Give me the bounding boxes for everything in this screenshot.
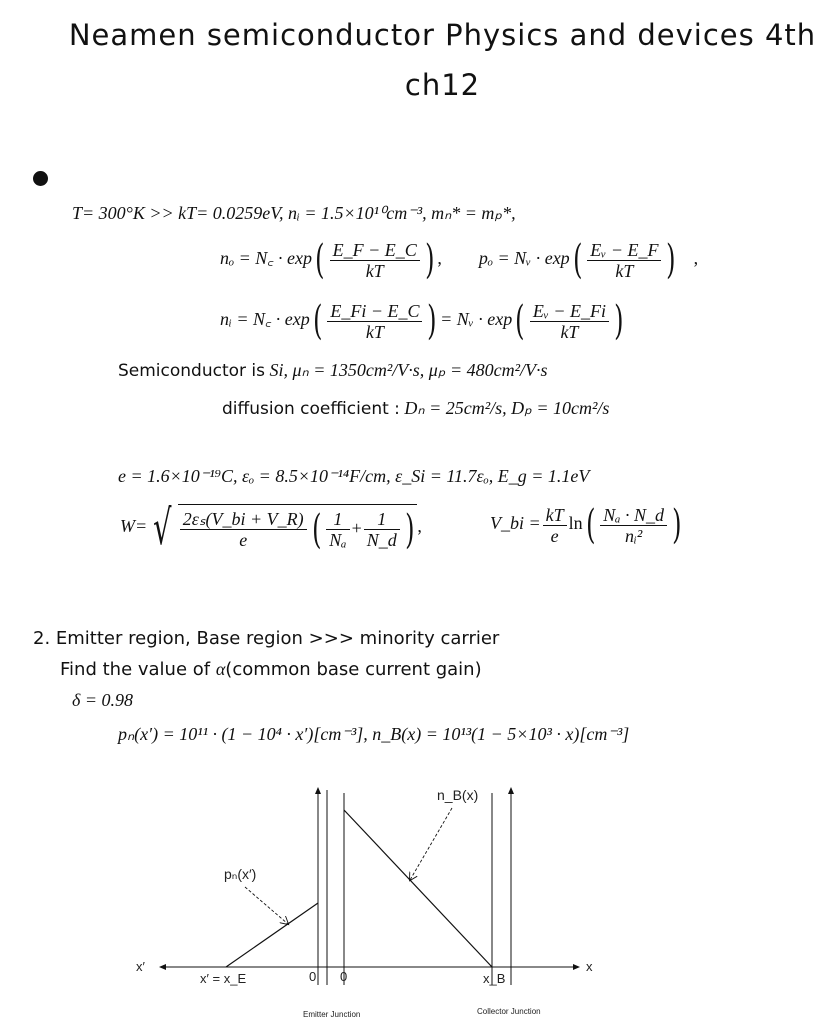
W-denominator: e (239, 530, 248, 550)
ni-denominator-1: kT (365, 321, 384, 342)
problem-heading: 2. Emitter region, Base region >>> minority carrier (33, 628, 500, 649)
semiconductor-math: Si, μₙ = 1350cm²/V·s, μₚ = 480cm²/V·s (269, 360, 548, 380)
bullet-point (33, 171, 48, 186)
po-numerator: Eᵥ − E_F (587, 240, 661, 261)
question-alpha: α (215, 659, 226, 679)
tick-zero-right: 0 (340, 969, 348, 984)
diffusion-line (222, 398, 609, 419)
equation-no-po: nₒ = N꜀ · exp( $\frac{E\_F - E\_C}{kT}$ ) , pₒ = Nᵥ · exp( $\frac{\text{Eᵥ − E\_F}}{kT}$ ) , (220, 237, 699, 283)
nB-profile-line (344, 810, 492, 967)
question-pre: Find the value of (60, 659, 211, 680)
po-fraction (587, 240, 661, 281)
label-pn: pₙ(x′) (224, 866, 257, 882)
tick-zero-left: 0 (309, 969, 317, 984)
ni-denominator-2: kT (560, 321, 579, 342)
Vbi-denominator-2: nᵢ² (625, 525, 643, 546)
po-label: pₒ = Nᵥ · exp (478, 248, 570, 269)
pn-pointer (245, 887, 288, 924)
ni-fraction-1 (327, 301, 422, 342)
no-denominator: kT (365, 260, 384, 281)
ni-label: nᵢ = N꜀ · exp (220, 309, 310, 330)
no-fraction (330, 240, 420, 281)
pn-profile-line (226, 903, 318, 967)
minority-carrier-diagram (0, 770, 830, 1024)
Vbi-numerator: kT (543, 505, 567, 526)
no-numerator: E_F − E_C (330, 240, 420, 261)
delta-value: δ = 0.98 (72, 690, 134, 710)
diffusion-text: diffusion coefficient : (222, 399, 400, 419)
W-numerator: 2εₛ(V_bi + V_R) (180, 509, 307, 530)
W-one-d: 1 (364, 509, 400, 530)
W-Nd: N_d (366, 530, 397, 550)
Vbi-numerator-2: Nₐ · N_d (600, 505, 667, 526)
collector-junction-label: Collector Junction (477, 1007, 541, 1016)
emitter-junction-label: Emitter Junction (303, 1010, 361, 1019)
Vbi-label: V_bi = (490, 513, 541, 534)
page-title-line1: Neamen semiconductor Physics and devices 4th (68, 18, 817, 52)
ni-numerator-2: Eᵥ − E_Fi (530, 301, 609, 322)
W-radicand: $\frac{\text{2εₛ(V\_bi + V\_R)}}{e}$ ( $\frac{1}{\text{Nₐ}}$ + $\frac{1}{N\_d}$ ) (178, 504, 418, 553)
po-denominator: kT (615, 260, 634, 281)
axis-label-x-prime: x′ (136, 959, 145, 974)
depletion-width-formula: W= √ $\frac{\text{2εₛ(V\_bi + V\_R)}}{e}$ ( $\frac{1}{\text{Nₐ}}$ + $\frac{1}{N\_d}$ ) , (120, 500, 422, 556)
ni-middle: = Nᵥ · exp (440, 309, 513, 330)
W-inv-Nd (364, 509, 400, 550)
page-title-line2: ch12 (404, 68, 481, 102)
Vbi-denominator: e (550, 525, 559, 546)
Vbi-ln: ln (568, 513, 583, 534)
question-post: (common base current gain) (225, 659, 482, 680)
nB-pointer (410, 808, 452, 880)
diffusion-math: Dₙ = 25cm²/s, Dₚ = 10cm²/s (404, 398, 610, 418)
W-label: W= (120, 516, 148, 537)
Vbi-fraction-2 (600, 505, 667, 546)
carrier-profiles: pₙ(x′) = 10¹¹ · (1 − 10⁴ · x′)[cm⁻³], n_B(x) = 10¹³(1 − 5×10³ · x)[cm⁻³] (118, 724, 630, 744)
built-in-voltage-formula: V_bi = $\frac{kT}{e}$ ln( $\frac{\text{Nₐ · N\_d}}{\text{nᵢ²}}$ ) (490, 502, 682, 548)
ni-numerator-1: E_Fi − E_C (327, 301, 422, 322)
ni-fraction-2 (530, 301, 609, 342)
semiconductor-text: Semiconductor is (118, 361, 266, 381)
W-one-a: 1 (326, 509, 349, 530)
axis-label-x: x (586, 959, 593, 974)
W-Na: Nₐ (329, 530, 347, 550)
semiconductor-line (118, 360, 548, 381)
given-line-temperature: T= 300°K >> kT= 0.0259eV, nᵢ = 1.5×10¹⁰cm⁻³, mₙ* = mₚ*, (72, 203, 516, 223)
Vbi-fraction (543, 505, 567, 546)
sqrt-symbol: √ (153, 500, 172, 556)
problem-question (60, 659, 482, 680)
W-inv-Na (326, 509, 349, 550)
tick-xB: x_B (483, 971, 506, 986)
tick-xE: x′ = x_E (200, 971, 247, 986)
equation-ni: nᵢ = N꜀ · exp( $\frac{E\_Fi - E\_C}{kT}$ ) = Nᵥ · exp( $\frac{\text{Eᵥ − E\_Fi}}{kT}$ ) (220, 298, 624, 344)
W-fraction (180, 509, 307, 550)
label-nB: n_B(x) (437, 787, 479, 803)
no-label: nₒ = N꜀ · exp (220, 248, 313, 269)
constants-line: e = 1.6×10⁻¹⁹C, εₒ = 8.5×10⁻¹⁴F/cm, ε_Si = 11.7εₒ, E_g = 1.1eV (118, 466, 590, 486)
